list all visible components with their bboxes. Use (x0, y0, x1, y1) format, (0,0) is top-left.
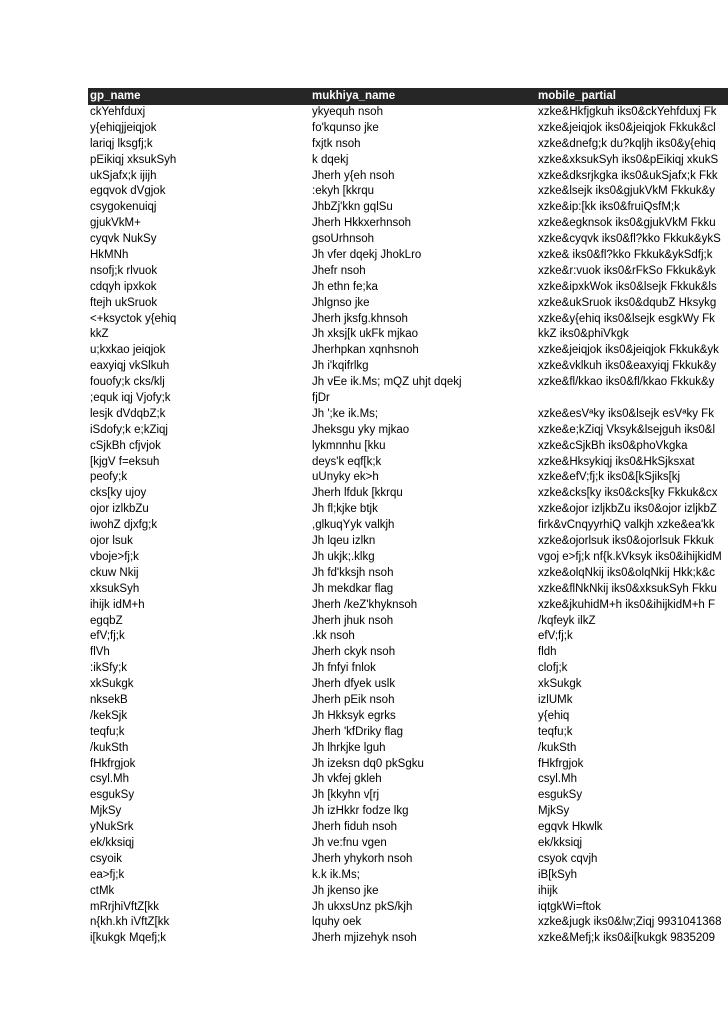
cell-gp-name: xkSukgk (90, 678, 134, 691)
cell-gp-name: egqvok dVgjok (90, 185, 166, 198)
table-row (88, 518, 728, 534)
table-row (88, 248, 728, 264)
table-row (88, 534, 728, 550)
cell-mobile-partial: xzke&Hkfjgkuh iks0&ckYehfduxj Fk (538, 106, 717, 118)
cell-gp-name: iwohZ djxfg;k (90, 519, 158, 532)
cell-mobile-partial: /kqfeyk ilkZ (538, 614, 596, 627)
cell-mobile-partial: xzke&ukSruok iks0&dqubZ Hksykg (538, 296, 717, 309)
table-row (88, 439, 728, 455)
cell-mukhiya-name: .kk nsoh (312, 630, 355, 643)
cell-mobile-partial: csyl.Mh (538, 773, 577, 786)
cell-gp-name: ek/kksiqj (90, 836, 135, 849)
table-row (88, 423, 728, 439)
cell-mukhiya-name: Jherh fiduh nsoh (312, 821, 398, 834)
cell-gp-name: i[kukgk Mqefj;k (90, 932, 167, 945)
cell-gp-name: eaxyiqj vkSlkuh (90, 360, 170, 373)
cell-mobile-partial: ek/kksiqj (538, 836, 583, 849)
cell-mukhiya-name: fo'kqunso jke (312, 121, 379, 134)
cell-gp-name: peofy;k (90, 471, 128, 484)
cell-mobile-partial: iqtgkWi=ftok (538, 900, 601, 913)
cell-mobile-partial: izlUMk (538, 693, 573, 706)
table-row (88, 184, 728, 200)
table-row (88, 169, 728, 185)
table-row (88, 836, 728, 852)
cell-gp-name: gjukVkM+ (90, 217, 141, 230)
column-header-mobile-partial: mobile_partial (538, 90, 616, 102)
cell-gp-name: yNukSrk (90, 821, 134, 834)
cell-gp-name: fHkfrgjok (90, 757, 136, 770)
cell-gp-name: csyl.Mh (90, 773, 129, 786)
cell-mobile-partial: xkSukgk (538, 678, 582, 691)
table-row (88, 772, 728, 788)
table-row (88, 327, 728, 343)
cell-mobile-partial: xzke&vklkuh iks0&eaxyiqj Fkkuk&y (538, 360, 717, 373)
header-row (88, 88, 728, 105)
cell-gp-name: [kjgV f=eksuh (90, 455, 160, 468)
cell-mobile-partial: kkZ iks0&phiVkgk (538, 328, 629, 341)
cell-mukhiya-name: ,glkuqYyk valkjh (312, 519, 395, 532)
cell-mukhiya-name: Jh vkfej gkleh (312, 773, 382, 786)
cell-mobile-partial: xzke&jkuhidM+h iks0&ihijkidM+h F (538, 598, 716, 611)
table-row (88, 757, 728, 773)
table-row (88, 375, 728, 391)
cell-mukhiya-name: Jherh jksfg.khnsoh (312, 312, 408, 325)
cell-gp-name: cdqyh ipxkok (90, 280, 157, 293)
cell-mobile-partial: /kukSth (538, 741, 577, 754)
cell-mobile-partial: xzke&jeiqjok iks0&jeiqjok Fkkuk&yk (538, 344, 719, 357)
cell-mobile-partial: xzke&xksukSyh iks0&pEikiqj xkukS (538, 153, 719, 166)
cell-mobile-partial: xzke&dksrjkgka iks0&ukSjafx;k Fkk (538, 169, 718, 182)
cell-gp-name: ftejh ukSruok (90, 296, 158, 309)
cell-mukhiya-name: Jhefr nsoh (312, 264, 366, 277)
cell-mukhiya-name: Jh vfer dqekj JhokLro (312, 249, 422, 262)
table-row (88, 820, 728, 836)
cell-mukhiya-name: Jh ve:fnu vgen (312, 836, 387, 849)
cell-mukhiya-name: Jherh yhykorh nsoh (312, 852, 413, 865)
table-row (88, 629, 728, 645)
cell-gp-name: lariqj lksgfj;k (90, 137, 153, 150)
cell-mukhiya-name: Jh xksj[k ukFk mjkao (312, 328, 419, 341)
table-row (88, 677, 728, 693)
cell-mukhiya-name: lquhy oek (312, 916, 362, 929)
cell-mobile-partial: xzke&Mefj;k iks0&i[kukgk 9835209 (538, 932, 716, 945)
cell-gp-name: efV;fj;k (90, 630, 125, 643)
cell-gp-name: <+ksyctok y{ehiq (90, 312, 177, 325)
table-row (88, 264, 728, 280)
table-row (88, 900, 728, 916)
cell-gp-name: nsofj;k rlvuok (90, 264, 158, 277)
cell-mobile-partial: fldh (538, 646, 557, 659)
table-row (88, 121, 728, 137)
table-row (88, 312, 728, 328)
table-row (88, 693, 728, 709)
cell-mukhiya-name: Jherh jhuk nsoh (312, 614, 394, 627)
cell-mukhiya-name: Jherh 'kfDriky flag (312, 725, 404, 738)
cell-mukhiya-name: Jherh /keZ'khyknsoh (312, 598, 418, 611)
cell-mobile-partial: xzke& iks0&fl?kko Fkkuk&ykSdfj;k (538, 249, 713, 262)
cell-mobile-partial: xzke&ojor izljkbZu iks0&ojor izljkbZ (538, 503, 717, 516)
cell-mobile-partial (536, 391, 728, 407)
cell-gp-name: pEikiqj xksukSyh (90, 153, 177, 166)
cell-gp-name: cSjkBh cfjvjok (90, 439, 161, 452)
cell-mobile-partial: xzke&ip:[kk iks0&fruiQsfM;k (538, 201, 680, 214)
cell-mukhiya-name: Jherh mjizehyk nsoh (312, 932, 417, 945)
table-row (88, 566, 728, 582)
cell-mobile-partial: clofj;k (538, 662, 568, 675)
table-row (88, 216, 728, 232)
table-row (88, 709, 728, 725)
cell-mukhiya-name: Jh lhrkjke lguh (312, 741, 386, 754)
cell-mukhiya-name: Jherh y{eh nsoh (312, 169, 395, 182)
cell-mobile-partial: ihijk (538, 884, 558, 897)
table-row (88, 598, 728, 614)
cell-gp-name: cks[ky ujoy (90, 487, 147, 500)
cell-mukhiya-name: Jh izeksn dq0 pkSgku (312, 757, 424, 770)
cell-mobile-partial: y{ehiq (538, 709, 570, 722)
table-row (88, 804, 728, 820)
cell-mukhiya-name: k.k ik.Ms; (312, 868, 360, 881)
cell-mobile-partial: efV;fj;k (538, 630, 573, 643)
cell-mukhiya-name: :ekyh [kkrqu (312, 185, 374, 198)
table-row (88, 359, 728, 375)
cell-gp-name: :ikSfy;k (90, 662, 128, 675)
cell-mobile-partial: iB[kSyh (538, 868, 577, 881)
cell-gp-name: fouofy;k cks/klj (90, 376, 165, 389)
cell-mukhiya-name: Jheksgu yky mjkao (312, 423, 410, 436)
cell-mukhiya-name: Jh fl;kjke btjk (312, 503, 378, 516)
cell-mobile-partial: xzke&cyqvk iks0&fl?kko Fkkuk&ykS (538, 233, 721, 246)
cell-gp-name: HkMNh (90, 249, 129, 262)
cell-mukhiya-name: lykmnnhu [kku (312, 439, 386, 452)
column-header-mukhiya-name: mukhiya_name (312, 90, 396, 102)
cell-mukhiya-name: Jhlgnso jke (312, 296, 370, 309)
cell-gp-name: cyqvk NukSy (90, 233, 157, 246)
cell-mobile-partial: xzke&efV;fj;k iks0&[kSjiks[kj (538, 471, 681, 484)
cell-mukhiya-name: Jherh pEik nsoh (312, 693, 395, 706)
cell-mukhiya-name: Jh fnfyi fnlok (312, 662, 376, 675)
cell-gp-name: ihijk idM+h (90, 598, 145, 611)
cell-mukhiya-name: k dqekj (312, 153, 349, 166)
cell-mukhiya-name: Jh lqeu izlkn (312, 535, 376, 548)
cell-mobile-partial: xzke&cks[ky iks0&cks[ky Fkkuk&cx (538, 487, 718, 500)
cell-mobile-partial: xzke&lsejk iks0&gjukVkM Fkkuk&y (538, 185, 716, 198)
table-row (88, 153, 728, 169)
cell-gp-name: iSdofy;k e;kZiqj (90, 423, 168, 436)
cell-mukhiya-name: ykyequh nsoh (312, 106, 383, 118)
cell-gp-name: ojor izlkbZu (90, 503, 149, 516)
cell-gp-name: /kekSjk (90, 709, 128, 722)
cell-mobile-partial: xzke&egknsok iks0&gjukVkM Fkku (538, 217, 716, 230)
cell-mobile-partial: teqfu;k (538, 725, 573, 738)
cell-mobile-partial: xzke&r:vuok iks0&rFkSo Fkkuk&yk (538, 264, 716, 277)
cell-mukhiya-name: Jh izHkkr fodze lkg (312, 805, 409, 818)
cell-mobile-partial: xzke&dnefg;k du?kqljh iks0&y{ehiq (538, 137, 716, 150)
cell-gp-name: csyoik (90, 852, 122, 865)
cell-gp-name: egqbZ (90, 614, 123, 627)
cell-mobile-partial: xzke&esVªky iks0&lsejk esVªky Fk (538, 407, 714, 420)
cell-mobile-partial: xzke&olqNkij iks0&olqNkij Hkk;k&c (538, 566, 716, 579)
cell-mukhiya-name: uUnyky ek>h (312, 471, 379, 484)
cell-mobile-partial: xzke&y{ehiq iks0&lsejk esgkWy Fk (538, 312, 715, 325)
table-row (88, 105, 728, 121)
table-row (88, 280, 728, 296)
table-row (88, 232, 728, 248)
cell-gp-name: flVh (90, 646, 110, 659)
table-row (88, 200, 728, 216)
cell-gp-name: vboje>fj;k (90, 550, 139, 563)
cell-mukhiya-name: Jherhpkan xqnhsnoh (312, 344, 419, 357)
cell-mobile-partial: xzke&ojorlsuk iks0&ojorlsuk Fkkuk (538, 535, 714, 548)
table-row (88, 645, 728, 661)
cell-mobile-partial: xzke&flNkNkij iks0&xksukSyh Fkku (538, 582, 717, 595)
cell-gp-name: y{ehiqjjeiqjok (90, 121, 157, 134)
cell-gp-name: kkZ (90, 328, 109, 341)
cell-gp-name: n{kh.kh iVftZ[kk (90, 916, 170, 929)
cell-mukhiya-name: Jh ';ke ik.Ms; (312, 407, 379, 420)
cell-mukhiya-name: Jherh ckyk nsoh (312, 646, 396, 659)
cell-mobile-partial: vgoj e>fj;k nf{k.kVksyk iks0&ihijkidM (538, 550, 722, 563)
cell-mobile-partial: MjkSy (538, 805, 570, 818)
table-row (88, 614, 728, 630)
table-row (88, 296, 728, 312)
table-row (88, 582, 728, 598)
table-row (88, 661, 728, 677)
cell-gp-name: xksukSyh (90, 582, 140, 595)
table-row (88, 391, 728, 407)
table-row (88, 915, 728, 931)
cell-mobile-partial: xzke&jugk iks0&lw;Ziqj 9931041368 (538, 916, 722, 929)
cell-gp-name: ;equk iqj Vjofy;k (90, 392, 171, 405)
cell-mukhiya-name: Jh ukxsUnz pkS/kjh (312, 900, 413, 913)
table-body (88, 105, 728, 947)
table-row (88, 868, 728, 884)
table-row (88, 343, 728, 359)
cell-mukhiya-name: Jh jkenso jke (312, 884, 379, 897)
cell-gp-name: nksekB (90, 693, 128, 706)
cell-mukhiya-name: Jh vEe ik.Ms; mQZ uhjt dqekj (312, 376, 462, 389)
cell-mukhiya-name: Jh ethn fe;ka (312, 280, 378, 293)
table-row (88, 470, 728, 486)
table-row (88, 407, 728, 423)
cell-mobile-partial: xzke&fl/kkao iks0&fl/kkao Fkkuk&y (538, 376, 715, 389)
cell-gp-name: ckYehfduxj (90, 106, 146, 118)
cell-mobile-partial: xzke&cSjkBh iks0&phoVkgka (538, 439, 688, 452)
cell-mukhiya-name: Jh Hkksyk egrks (312, 709, 396, 722)
cell-gp-name: esgukSy (90, 789, 135, 802)
cell-mobile-partial: xzke&jeiqjok iks0&jeiqjok Fkkuk&cl (538, 121, 716, 134)
cell-mukhiya-name: Jherh dfyek uslk (312, 678, 396, 691)
cell-mukhiya-name: JhbZj'kkn gqlSu (312, 201, 393, 214)
cell-gp-name: ckuw Nkij (90, 566, 139, 579)
cell-mobile-partial: xzke&ipxkWok iks0&lsejk Fkkuk&ls (538, 280, 717, 293)
table-row (88, 741, 728, 757)
table-row (88, 502, 728, 518)
cell-mukhiya-name: Jherh Hkkxerhnsoh (312, 217, 412, 230)
cell-gp-name: csygokenuiqj (90, 201, 157, 214)
cell-mukhiya-name: gsoUrhnsoh (312, 233, 375, 246)
cell-gp-name: teqfu;k (90, 725, 125, 738)
cell-gp-name: /kukSth (90, 741, 129, 754)
table-row (88, 550, 728, 566)
cell-gp-name: ojor lsuk (90, 535, 133, 548)
cell-gp-name: ea>fj;k (90, 868, 125, 881)
cell-mukhiya-name: Jh mekdkar flag (312, 582, 394, 595)
cell-gp-name: mRrjhiVftZ[kk (90, 900, 159, 913)
spreadsheet-table (88, 88, 728, 947)
cell-mobile-partial: esgukSy (538, 789, 583, 802)
table-row (88, 884, 728, 900)
cell-mobile-partial: fHkfrgjok (538, 757, 584, 770)
cell-gp-name: ctMk (90, 884, 115, 897)
cell-mobile-partial: xzke&Hksykiqj iks0&HkSjksxat (538, 455, 695, 468)
table-row (88, 455, 728, 471)
cell-mukhiya-name: Jh ukjk;.klkg (312, 550, 375, 563)
table-row (88, 788, 728, 804)
cell-gp-name: u;kxkao jeiqjok (90, 344, 166, 357)
cell-mukhiya-name: Jh [kkyhn v[rj (312, 789, 380, 802)
cell-mobile-partial: egqvk Hkwlk (538, 821, 603, 834)
table-row (88, 137, 728, 153)
cell-mukhiya-name: Jherh lfduk [kkrqu (312, 487, 403, 500)
cell-gp-name: ukSjafx;k ijijh (90, 169, 157, 182)
table-row (88, 931, 728, 947)
cell-gp-name: lesjk dVdqbZ;k (90, 407, 166, 420)
column-header-gp-name: gp_name (90, 90, 141, 102)
cell-mobile-partial: firk&vCnqyyrhiQ valkjh xzke&ea'kk (538, 519, 715, 532)
cell-mukhiya-name: fxjtk nsoh (312, 137, 361, 150)
table-row (88, 486, 728, 502)
cell-mukhiya-name: fjDr (312, 392, 330, 405)
table-row (88, 725, 728, 741)
cell-mobile-partial: csyok cqvjh (538, 852, 598, 865)
cell-mukhiya-name: Jh fd'kksjh nsoh (312, 566, 394, 579)
cell-mukhiya-name: Jh i'kqifrlkg (312, 360, 369, 373)
table-row (88, 852, 728, 868)
cell-mobile-partial: xzke&e;kZiqj Vksyk&lsejguh iks0&l (538, 423, 716, 436)
cell-mukhiya-name: deys'k eqf[k;k (312, 455, 382, 468)
cell-gp-name: MjkSy (90, 805, 122, 818)
